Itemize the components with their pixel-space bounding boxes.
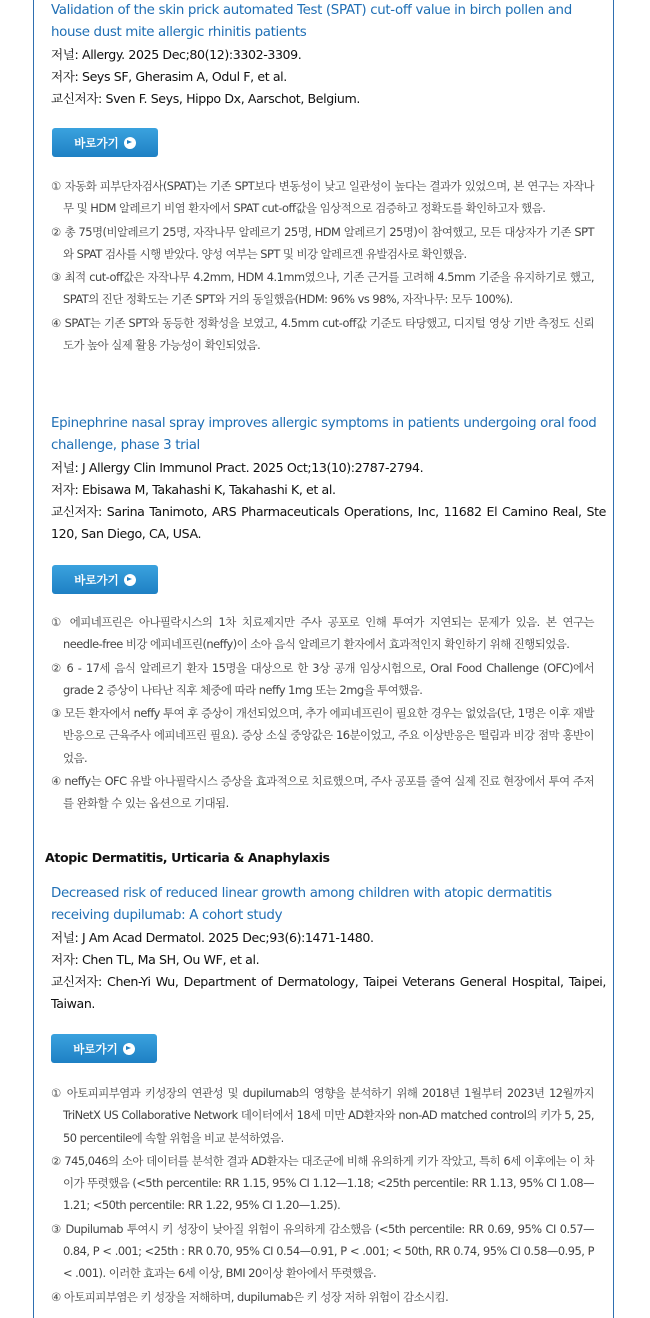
article-title[interactable]: Validation of the skin prick automated Test (SPAT) cut-off value in birch pollen and house dust mite allergic rhinitis patients [51, 3, 572, 40]
article-2-summary [51, 611, 594, 816]
arrow-right-icon [124, 574, 136, 586]
article-title[interactable]: Decreased risk of reduced linear growth among children with atopic dermatitis receiving dupilumab: A cohort study [51, 886, 552, 923]
summary-point: ① 자동화 피부단자검사(SPAT)는 기존 SPT보다 변동성이 낮고 일관성이 높다는 결과가 있었으며, 본 연구는 자작나무 및 HDM 알레르기 비염 환자에서 SPAT cut-off값을 임상적으로 검증하고 정확도를 확인하고자 했음. [51, 179, 594, 216]
article-3 [51, 883, 606, 1015]
article-journal: 저널: J Allergy Clin Immunol Pract. 2025 Oct;13(10):2787-2794. [51, 460, 424, 475]
article-journal: 저널: Allergy. 2025 Dec;80(12):3302-3309. [51, 47, 302, 62]
article-authors: 저자: Seys SF, Gherasim A, Odul F, et al. [51, 69, 287, 84]
summary-point: ② 6 - 17세 음식 알레르기 환자 15명을 대상으로 한 3상 공개 임상시험으로, Oral Food Challenge (OFC)에서 grade 2 증상이 나타난 직후 체중에 따라 neffy 1mg 또는 2mg을 투여했음. [51, 660, 594, 697]
summary-point: ③ 모든 환자에서 neffy 투여 후 증상이 개선되었으며, 추가 에피네프린이 필요한 경우는 없었음(단, 1명은 이후 재발반응으로 근육주사 에피네프린 필요). 증상 소실 중앙값은 16분이었고, 주요 이상반응은 떨림과 비강 점막 홍반이었음. [51, 706, 594, 765]
summary-point: ④ 아토피피부염은 키 성장을 저해하며, dupilumab은 키 성장 저하 위험이 감소시킴. [51, 1289, 449, 1304]
article-authors: 저자: Ebisawa M, Takahashi K, Takahashi K, et al. [51, 482, 336, 497]
article-corresponding: 교신저자: Sarina Tanimoto, ARS Pharmaceuticals Operations, Inc, 11682 El Camino Real, Ste 120, San Diego, CA, USA. [51, 504, 606, 541]
goto-button[interactable] [52, 128, 158, 157]
goto-button[interactable] [52, 565, 158, 594]
arrow-right-icon [124, 137, 136, 149]
article-corresponding: 교신저자: Sven F. Seys, Hippo Dx, Aarschot, Belgium. [51, 91, 360, 106]
article-journal: 저널: J Am Acad Dermatol. 2025 Dec;93(6):1471-1480. [51, 930, 374, 945]
article-2 [51, 413, 606, 545]
goto-button[interactable] [51, 1034, 157, 1063]
article-corresponding: 교신저자: Chen-Yi Wu, Department of Dermatology, Taipei Veterans General Hospital, Taipei, Taiwan. [51, 974, 606, 1011]
summary-point: ③ Dupilumab 투여시 키 성장이 낮아질 위험이 유의하게 감소했음 (<5th percentile: RR 0.69, 95% CI 0.57—0.84, P < .001; <25th : RR 0.70, 95% CI 0.54—0.91, P < .001; < 50th, RR 0.74, 95% CI 0.58—0.95, P < .001). 이러한 효과는 6세 이상, BMI 20이상 환아에서 뚜렷했음. [51, 1221, 594, 1281]
arrow-right-icon [123, 1043, 135, 1055]
summary-point: ③ 최적 cut-off값은 자작나무 4.2mm, HDM 4.1mm였으나, 기존 근거를 고려해 4.5mm 기준을 유지하기로 했고, SPAT의 진단 정확도는 기존 SPT와 거의 동일했음(HDM: 96% vs 98%, 자작나무: 모두 100%). [51, 270, 594, 307]
summary-point: ① 아토피피부염과 키성장의 연관성 및 dupilumab의 영향을 분석하기 위해 2018년 1월부터 2023년 12월까지 TriNetX US Collaborative Network 데이터에서 18세 미만 AD환자와 non-AD matched control의 키가 5, 25, 50 percentile에 속할 위험을 비교 분석하였음. [51, 1086, 594, 1145]
goto-button-label: 바로가기 [73, 1043, 118, 1056]
article-authors: 저자: Chen TL, Ma SH, Ou WF, et al. [51, 952, 260, 967]
section-title: Atopic Dermatitis, Urticaria & Anaphylaxis [45, 850, 330, 865]
summary-point: ① 에피네프린은 아나필락시스의 1차 치료제지만 주사 공포로 인해 투여가 지연되는 문제가 있음. 본 연구는 needle-free 비강 에피네프린(neffy)이 소아 음식 알레르기 환자에서 효과적인지 확인하기 위해 진행되었음. [51, 615, 594, 652]
summary-point: ④ SPAT는 기존 SPT와 동등한 정확성을 보였고, 4.5mm cut-off값 기준도 타당했고, 디지털 영상 기반 측정도 신뢰도가 높아 실제 활용 가능성이 확인되었음. [51, 315, 594, 353]
article-1 [51, 0, 606, 110]
goto-button-label: 바로가기 [74, 137, 119, 150]
summary-point: ④ neffy는 OFC 유발 아나필락시스 증상을 효과적으로 치료했으며, 주사 공포를 줄여 실제 진료 현장에서 투여 주저를 완화할 수 있는 옵션으로 기대됨. [51, 774, 594, 811]
article-title[interactable]: Epinephrine nasal spray improves allergic symptoms in patients undergoing oral food challenge, phase 3 trial [51, 416, 597, 453]
summary-point: ② 총 75명(비알레르기 25명, 자작나무 알레르기 25명, HDM 알레르기 25명)이 참여했고, 모든 대상자가 기존 SPT와 SPAT 검사를 시행 받았다. 양성 여부는 SPT 및 비강 알레르겐 유발검사로 확인했음. [51, 224, 594, 261]
summary-point: ② 745,046의 소아 데이터를 분석한 결과 AD환자는 대조군에 비해 유의하게 키가 작았고, 특히 6세 이후에는 이 차이가 뚜렷했음 (<5th percentile: RR 1.15, 95% CI 1.12—1.18; <25th percentile: RR 1.13, 95% CI 1.08—1.21; <50th percentile: RR 1.22, 95% CI 1.20—1.25). [51, 1153, 594, 1213]
article-3-summary [51, 1082, 594, 1309]
goto-button-label: 바로가기 [74, 574, 119, 587]
article-1-summary [51, 175, 594, 357]
